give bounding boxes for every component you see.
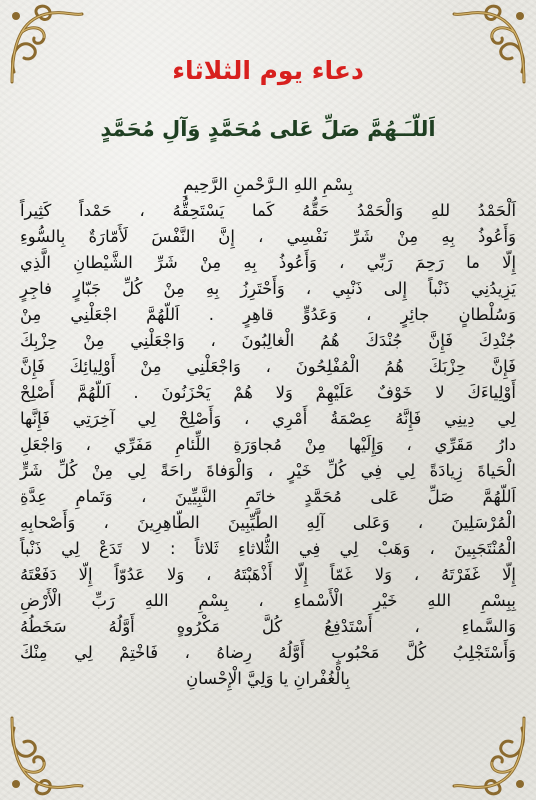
text-line: الْمُرْسَلِينَ ، وَعَلى آلِهِ الطَّيِّبِينَ الطّاهِرِينَ ، وَأَصْحابِهِ: [20, 513, 516, 532]
text-line: دارُ مَقَرِّي ، وَإِلَيْها مِنْ مُجاوَرَةِ اللِّئامِ مَفَرِّي ، وَاجْعَلِ: [20, 435, 516, 454]
text-line: وَالسَّماءِ ، أَسْتَدْفِعُ كُلَّ مَكْرُوهٍ أَوَّلُهُ سَخَطُهُ: [20, 617, 516, 636]
basmala-line: بِسْمِ اللهِ الـرَّحْمنِ الرَّحِيمِ: [183, 175, 353, 194]
dua-text: [20, 172, 516, 692]
text-line: وَأَعُوذُ بِهِ مِنْ شَرِّ نَفْسِي ، إِنَّ النَّفْسَ لَأَمّارَةٌ بِالسُّوءِ: [20, 227, 516, 246]
text-line: جُنْدِكَ فَإِنَّ جُنْدَكَ هُمُ الْغالِبُونَ ، وَاجْعَلْنِي مِنْ حِزْبِكَ: [20, 331, 516, 350]
text-line-last: بِالْغُفْرانِ يا وَلِيَّ الْإِحْسانِ: [186, 669, 350, 688]
text-line: إِلّا ما رَحِمَ رَبِّي ، وَأَعُوذُ بِهِ مِنْ شَرِّ الشَّيْطانِ الَّذِي: [20, 253, 516, 272]
text-line: وَأَسْتَجْلِبُ كُلَّ مَحْبُوبٍ أَوَّلُهُ رِضاهُ ، فَاخْتِمْ لِي مِنْكَ: [20, 643, 516, 662]
page-title: دعاء يوم الثلاثاء: [172, 56, 364, 85]
corner-ornament-icon: [442, 706, 534, 798]
text-line: الْحَياةَ زِيادَةً لِي فِي كُلِّ خَيْرٍ ، وَالْوَفاةَ راحَةً لِي مِنْ كُلِّ شَرٍّ: [20, 461, 516, 480]
text-line: اَلْحَمْدُ للهِ وَالْحَمْدُ حَقُّهُ كَما يَسْتَحِقُّهُ ، حَمْداً كَثِيراً: [20, 201, 516, 220]
text-line: بِبِسْمِ اللهِ خَيْرِ الْأَسْماءِ ، بِسْمِ اللهِ رَبِّ الْأَرْضِ: [20, 591, 516, 610]
text-line: وَسُلْطانٍ جائِرٍ ، وَعَدُوٍّ قاهِرٍ . اَللّهُمَّ اجْعَلْنِي مِنْ: [20, 305, 516, 324]
text-line: يَزِيدُنِي ذَنْباً إِلى ذَنْبِي ، وَأَحْتَرِزُ بِهِ مِنْ كُلِّ جَبّارٍ فاجِرٍ: [20, 279, 516, 298]
text-line: إِلّا غَفَرْتَهُ ، وَلا غَمّاً إِلّا أَذْهَبْتَهُ ، وَلا عَدُوّاً إِلّا دَفَعْتَهُ: [20, 565, 516, 584]
text-line: أَوْلِياءَكَ لا خَوْفٌ عَلَيْهِمْ وَلا هُمْ يَحْزَنُونَ . اَللّهُمَّ أَصْلِحْ: [20, 383, 516, 402]
text-line: اَللّهُمَّ صَلِّ عَلى مُحَمَّدٍ خاتَمِ النَّبِيِّينَ ، وَتَمامِ عِدَّةِ: [20, 487, 516, 506]
text-line: لِي دِينِي فَإِنَّهُ عِصْمَةُ أَمْرِي ، وَأَصْلِحْ لِي آخِرَتِي فَإِنَّها: [20, 409, 516, 428]
corner-ornament-icon: [2, 706, 94, 798]
salawat-heading: اَللّـَـهُمَّ صَلِّ عَلى مُحَمَّدٍ وَآلِ مُحَمَّدٍ: [100, 117, 436, 141]
text-line: الْمُنْتَجَبِينَ ، وَهَبْ لِي فِي الثُّلاثاءِ ثَلاثاً : لا تَدَعْ لِي ذَنْباً: [20, 539, 516, 558]
text-line: فَإِنَّ حِزْبَكَ هُمُ الْمُفْلِحُونَ ، وَاجْعَلْنِي مِنْ أَوْلِيائِكَ فَإِنَّ: [20, 357, 516, 376]
